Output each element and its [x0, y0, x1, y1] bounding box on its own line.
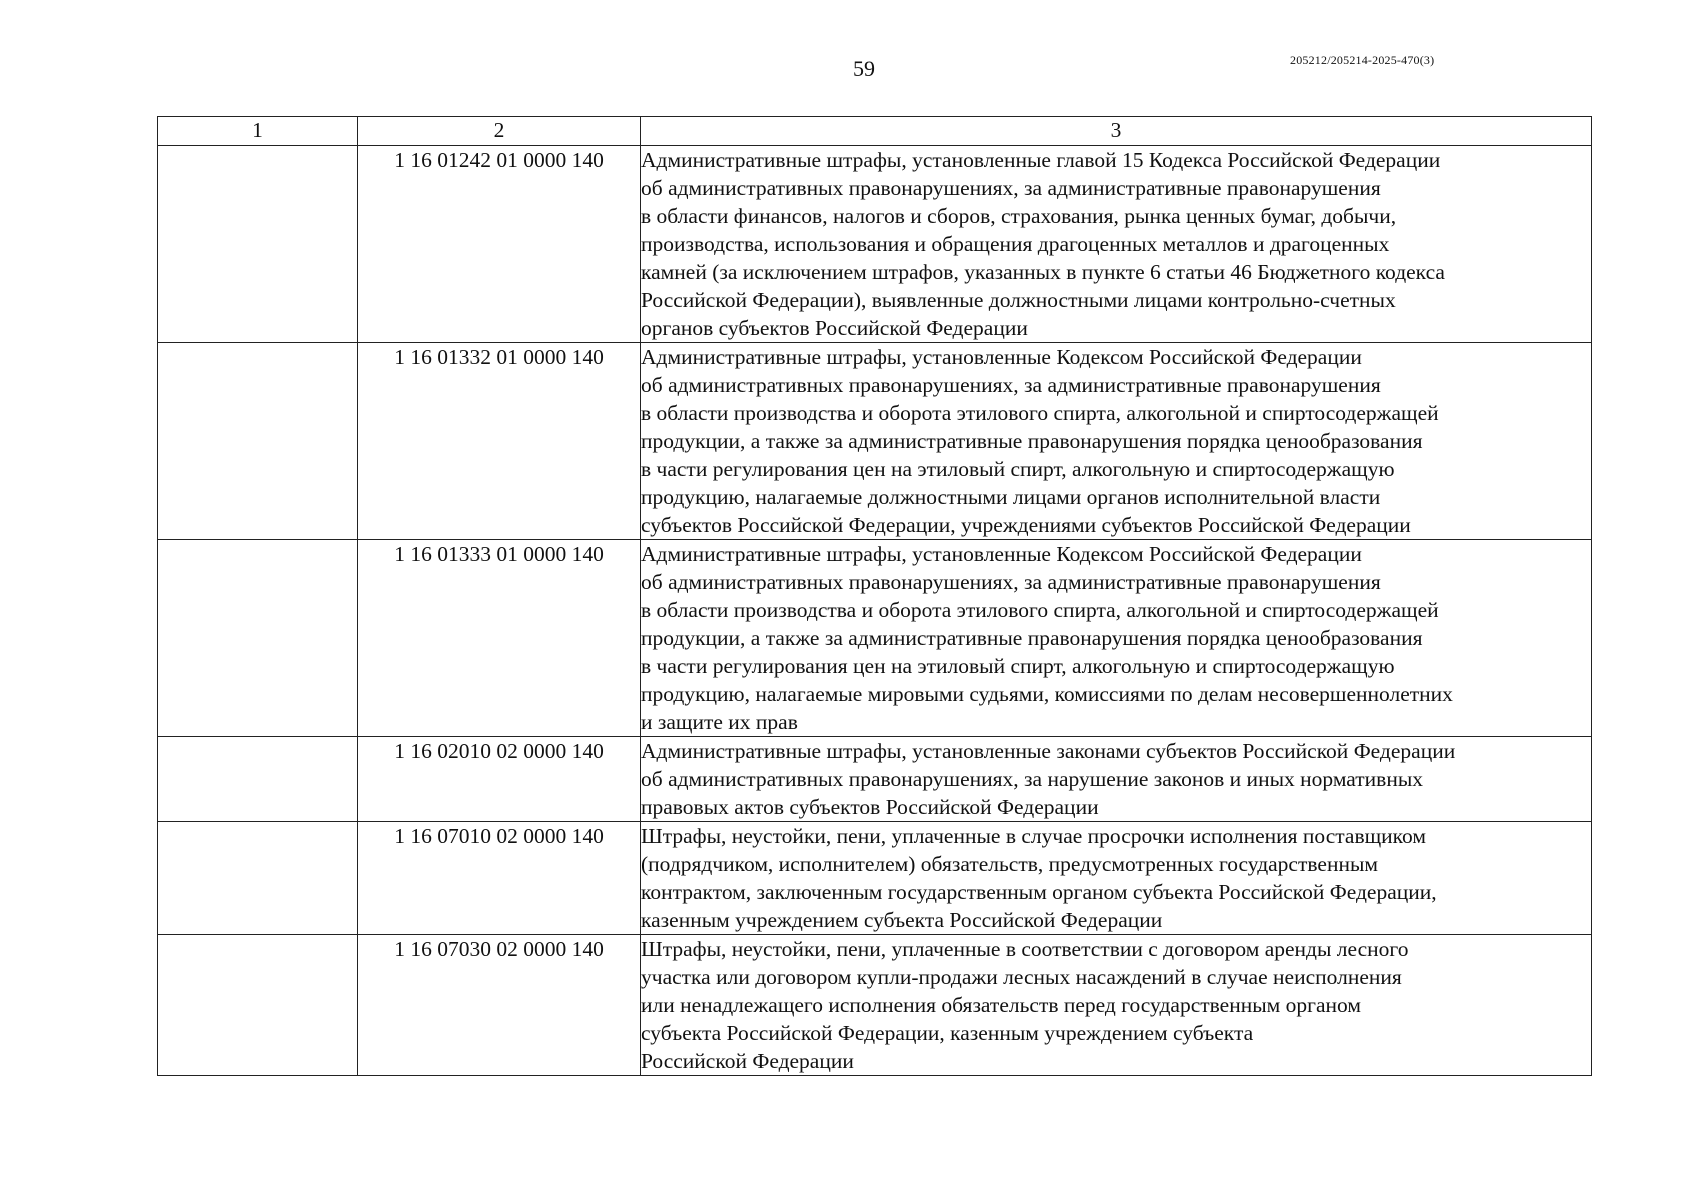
- description-line: Административные штрафы, установленные законами субъектов Российской Федерации: [641, 739, 1456, 763]
- row-number-cell: [158, 737, 358, 822]
- description-line: в области производства и оборота этилового спирта, алкогольной и спиртосодержащей: [641, 401, 1439, 425]
- description-line: камней (за исключением штрафов, указанных в пункте 6 статьи 46 Бюджетного кодекса: [641, 260, 1445, 284]
- description-cell: [641, 737, 1592, 822]
- description-line: в части регулирования цен на этиловый спирт, алкогольную и спиртосодержащую: [641, 457, 1395, 481]
- description-line: об административных правонарушениях, за административные правонарушения: [641, 373, 1381, 397]
- column-header-3: 3: [641, 117, 1592, 146]
- description-line: продукцию, налагаемые должностными лицами органов исполнительной власти: [641, 485, 1381, 509]
- description-cell: [641, 935, 1592, 1076]
- description-cell: [641, 343, 1592, 540]
- column-header-2: 2: [358, 117, 641, 146]
- row-number-cell: [158, 146, 358, 343]
- description-line: Российской Федерации: [641, 1049, 854, 1073]
- description-line: Административные штрафы, установленные главой 15 Кодекса Российской Федерации: [641, 148, 1441, 172]
- description-line: контрактом, заключенным государственным органом субъекта Российской Федерации,: [641, 880, 1437, 904]
- description-line: Штрафы, неустойки, пени, уплаченные в соответствии с договором аренды лесного: [641, 937, 1409, 961]
- document-code: 205212/205214-2025-470(3): [1290, 53, 1435, 67]
- budget-code-cell: 1 16 07030 02 0000 140: [358, 935, 641, 1076]
- description-line: субъектов Российской Федерации, учреждениями субъектов Российской Федерации: [641, 513, 1411, 537]
- description-line: в области финансов, налогов и сборов, страхования, рынка ценных бумаг, добычи,: [641, 204, 1397, 228]
- description-line: Штрафы, неустойки, пени, уплаченные в случае просрочки исполнения поставщиком: [641, 824, 1426, 848]
- row-number-cell: [158, 822, 358, 935]
- column-header-1: 1: [158, 117, 358, 146]
- table-row: [158, 737, 1592, 822]
- description-line: в части регулирования цен на этиловый спирт, алкогольную и спиртосодержащую: [641, 654, 1395, 678]
- description-line: и защите их прав: [641, 710, 798, 734]
- budget-codes-table: [157, 116, 1592, 1076]
- description-cell: [641, 146, 1592, 343]
- description-line: об административных правонарушениях, за административные правонарушения: [641, 570, 1381, 594]
- description-line: об административных правонарушениях, за административные правонарушения: [641, 176, 1381, 200]
- row-number-cell: [158, 343, 358, 540]
- description-line: Административные штрафы, установленные Кодексом Российской Федерации: [641, 542, 1362, 566]
- description-line: или ненадлежащего исполнения обязательств перед государственным органом: [641, 993, 1361, 1017]
- description-line: Российской Федерации), выявленные должностными лицами контрольно-счетных: [641, 288, 1396, 312]
- description-line: казенным учреждением субъекта Российской Федерации: [641, 908, 1163, 932]
- table-row: [158, 540, 1592, 737]
- table-row: [158, 822, 1592, 935]
- description-line: участка или договором купли-продажи лесных насаждений в случае неисполнения: [641, 965, 1402, 989]
- description-line: органов субъектов Российской Федерации: [641, 316, 1028, 340]
- table-row: [158, 343, 1592, 540]
- row-number-cell: [158, 935, 358, 1076]
- description-line: продукции, а также за административные правонарушения порядка ценообразования: [641, 626, 1423, 650]
- description-line: правовых актов субъектов Российской Федерации: [641, 795, 1099, 819]
- table-row: [158, 935, 1592, 1076]
- description-cell: [641, 540, 1592, 737]
- table-body: [158, 146, 1592, 1076]
- table-header-row: [158, 117, 1592, 146]
- page-number: 59: [853, 56, 875, 81]
- description-line: производства, использования и обращения драгоценных металлов и драгоценных: [641, 232, 1390, 256]
- row-number-cell: [158, 540, 358, 737]
- budget-code-cell: 1 16 01242 01 0000 140: [358, 146, 641, 343]
- description-line: продукции, а также за административные правонарушения порядка ценообразования: [641, 429, 1423, 453]
- budget-code-cell: 1 16 02010 02 0000 140: [358, 737, 641, 822]
- budget-code-cell: 1 16 01332 01 0000 140: [358, 343, 641, 540]
- description-line: продукцию, налагаемые мировыми судьями, комиссиями по делам несовершеннолетних: [641, 682, 1453, 706]
- description-line: Административные штрафы, установленные Кодексом Российской Федерации: [641, 345, 1362, 369]
- budget-code-cell: 1 16 01333 01 0000 140: [358, 540, 641, 737]
- description-line: об административных правонарушениях, за нарушение законов и иных нормативных: [641, 767, 1424, 791]
- table-row: [158, 146, 1592, 343]
- description-line: субъекта Российской Федерации, казенным учреждением субъекта: [641, 1021, 1254, 1045]
- budget-code-cell: 1 16 07010 02 0000 140: [358, 822, 641, 935]
- description-line: (подрядчиком, исполнителем) обязательств, предусмотренных государственным: [641, 852, 1379, 876]
- description-line: в области производства и оборота этилового спирта, алкогольной и спиртосодержащей: [641, 598, 1439, 622]
- description-cell: [641, 822, 1592, 935]
